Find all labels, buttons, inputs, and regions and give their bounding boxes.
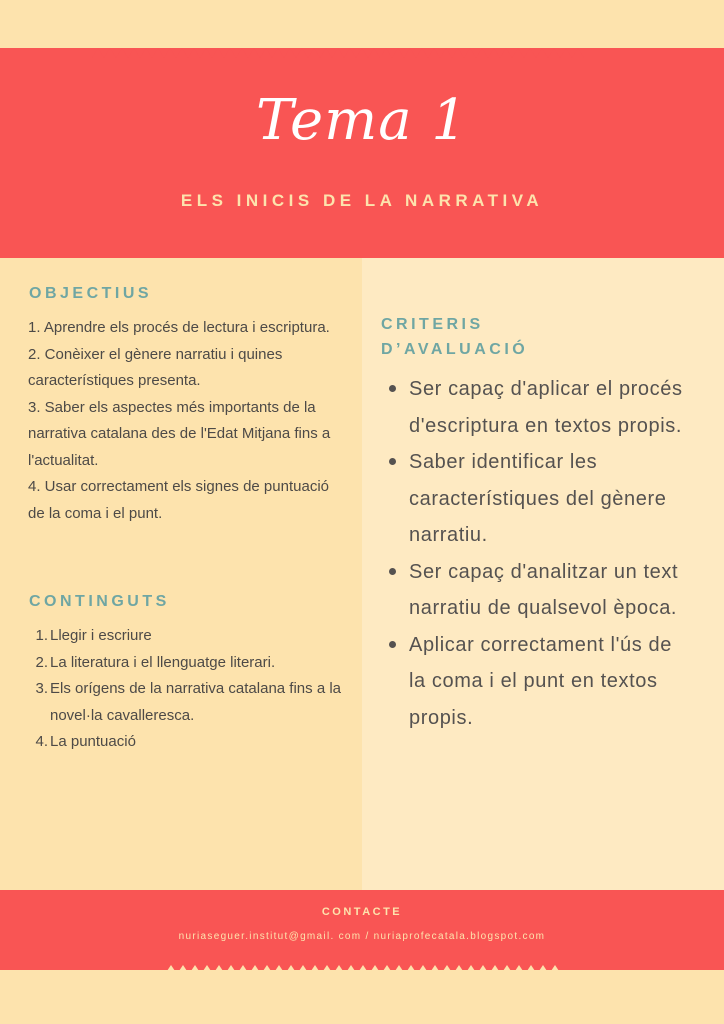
continguts-number: 1. xyxy=(35,627,48,644)
continguts-number: 4. xyxy=(35,733,48,750)
bottom-band xyxy=(0,970,724,1024)
objectius-item: 4. Usar correctament els signes de puntuació de la coma i el punt. xyxy=(28,478,329,522)
bullet-icon xyxy=(383,444,409,554)
continguts-item xyxy=(28,650,348,677)
criteris-list xyxy=(383,371,693,736)
continguts-text: La literatura i el llenguatge literari. xyxy=(50,653,276,671)
continguts-number: 3. xyxy=(35,680,48,697)
continguts-item xyxy=(28,623,348,650)
continguts-text: Llegir i escriure xyxy=(50,627,152,644)
page-title: Tema 1 xyxy=(255,88,469,153)
bullet-icon xyxy=(383,371,409,444)
header-zigzag-edge xyxy=(0,46,724,58)
continguts-heading: CONTINGUTS xyxy=(29,593,170,610)
criteris-item xyxy=(383,444,693,554)
footer-banner xyxy=(0,890,724,970)
bullet-icon xyxy=(383,554,409,627)
continguts-text: Els orígens de la narrativa catalana fins a la novel·la cavalleresca. xyxy=(50,680,341,724)
criteris-text: Saber identificar les característiques del gènere narratiu. xyxy=(409,451,667,546)
footer-title: CONTACTE xyxy=(321,906,403,918)
continguts-item xyxy=(28,729,348,756)
criteris-text: Aplicar correctament l'ús de la coma i el punt en textos propis. xyxy=(409,633,672,729)
objectius-heading: OBJECTIUS xyxy=(29,285,153,302)
continguts-number: 2. xyxy=(35,653,48,671)
page-subtitle: ELS INICIS DE LA NARRATIVA xyxy=(180,191,544,210)
objectius-list xyxy=(28,315,338,527)
bullet-icon xyxy=(383,627,409,737)
criteris-item xyxy=(383,627,693,737)
top-band xyxy=(0,0,724,48)
criteris-text: Ser capaç d'analitzar un text narratiu de qualsevol època. xyxy=(409,560,679,619)
footer-zigzag-edge xyxy=(0,962,724,974)
criteris-item xyxy=(383,371,693,444)
continguts-item xyxy=(28,676,348,729)
header-banner xyxy=(0,48,724,258)
objectius-item: 2. Conèixer el gènere narratiu i quines característiques presenta. xyxy=(28,345,283,389)
objectius-item: 3. Saber els aspectes més importants de la narrativa catalana des de l'Edat Mitjana fins a l'actualitat. xyxy=(28,398,331,469)
criteris-item xyxy=(383,554,693,627)
criteris-heading-line2: D’AVALUACIÓ xyxy=(381,341,529,358)
continguts-list xyxy=(28,623,348,756)
footer-contact-text[interactable]: nuriaseguer.institut@gmail. com / nuriaprofecatala.blogspot.com xyxy=(178,931,546,942)
objectius-item: 1. Aprendre els procés de lectura i escriptura. xyxy=(28,319,330,336)
criteris-text: Ser capaç d'aplicar el procés d'escriptura en textos propis. xyxy=(409,378,683,437)
criteris-heading-line1: CRITERIS xyxy=(381,316,484,333)
continguts-text: La puntuació xyxy=(50,733,136,750)
